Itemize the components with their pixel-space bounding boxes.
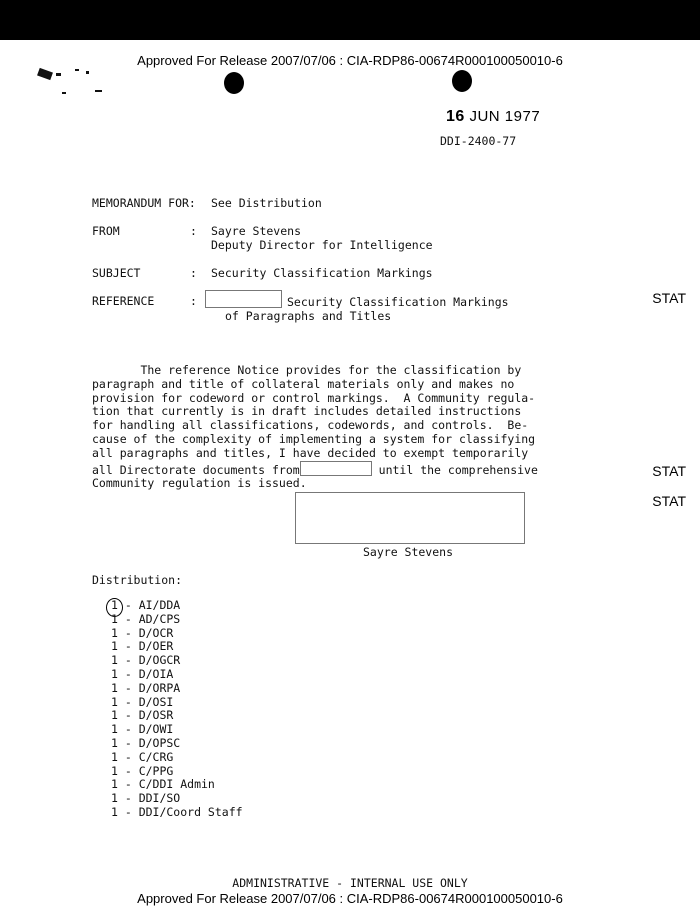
release-stamp-top: Approved For Release 2007/07/06 : CIA-RDP86-00674R000100050010-6 <box>137 53 563 68</box>
scan-speck <box>95 90 102 92</box>
scan-speck <box>62 92 66 94</box>
distribution-item: 1 - D/OER <box>111 639 174 654</box>
distribution-item: 1 - C/DDI Admin <box>111 777 215 792</box>
reference-colon: : <box>190 294 197 308</box>
body-line-8-end: until the comprehensive <box>378 462 538 477</box>
body-line: tion that currently is in draft includes detailed instructions <box>92 404 522 419</box>
subject-value: Security Classification Markings <box>211 266 433 280</box>
signature-name: Sayre Stevens <box>363 545 454 559</box>
redaction-box-inline <box>300 461 372 476</box>
body-line: The reference Notice provides for the classification by <box>92 363 522 377</box>
reference-label: REFERENCE <box>92 294 155 308</box>
reference-line-2: of Paragraphs and Titles <box>225 309 392 323</box>
body-line: for handling all classifications, codewords, and controls. Be- <box>92 418 529 433</box>
stat-mark: STAT <box>652 463 686 479</box>
distribution-list <box>111 599 243 820</box>
memo-date-day: 16 <box>446 108 465 125</box>
body-line: provision for codeword or control markings. A Community regula- <box>92 390 536 405</box>
stat-mark: STAT <box>652 290 686 306</box>
memo-date-month-year: JUN 1977 <box>469 108 541 125</box>
redaction-box-reference <box>205 290 282 308</box>
body-line <box>92 461 562 478</box>
memorandum-for-value: See Distribution <box>211 196 322 210</box>
scan-speck <box>56 73 61 76</box>
from-name: Sayre Stevens <box>211 224 302 238</box>
distribution-item: 1 - D/OGCR <box>111 653 181 668</box>
from-label: FROM <box>92 224 120 238</box>
body-line: all paragraphs and titles, I have decided to exempt temporarily <box>92 445 529 460</box>
reference-line-1: Security Classification Markings <box>287 295 509 309</box>
distribution-item: 1 - C/CRG <box>111 749 174 764</box>
subject-label: SUBJECT <box>92 266 141 280</box>
body-line: paragraph and title of collateral materials only and makes no <box>92 376 515 391</box>
redaction-box-signature <box>295 492 525 544</box>
scan-top-border <box>0 0 700 40</box>
distribution-item: 1 - AI/DDA <box>111 598 181 612</box>
subject-colon: : <box>190 266 197 280</box>
stat-mark: STAT <box>652 493 686 509</box>
distribution-item: 1 - D/OWI <box>111 722 174 737</box>
memo-body-paragraph <box>92 364 562 491</box>
scan-speck <box>75 69 79 71</box>
distribution-item: 1 - DDI/SO <box>111 791 181 806</box>
body-line: Community regulation is issued. <box>92 476 307 491</box>
distribution-item: 1 - D/ORPA <box>111 680 181 695</box>
distribution-item: 1 - DDI/Coord Staff <box>111 804 243 819</box>
distribution-label: Distribution: <box>92 573 183 587</box>
body-line: cause of the complexity of implementing a system for classifying <box>92 431 536 446</box>
body-line-8-start: all Directorate documents from <box>92 462 300 477</box>
from-title: Deputy Director for Intelligence <box>211 238 433 252</box>
distribution-item: 1 - C/PPG <box>111 763 174 778</box>
distribution-item: 1 - D/OSR <box>111 708 174 723</box>
distribution-item: 1 - D/OSI <box>111 694 174 709</box>
distribution-item: 1 - AD/CPS <box>111 611 181 626</box>
scan-speck <box>86 71 89 74</box>
punch-hole-left <box>224 72 244 94</box>
from-colon: : <box>190 224 197 238</box>
document-number: DDI-2400-77 <box>440 134 517 148</box>
administrative-marking: ADMINISTRATIVE - INTERNAL USE ONLY <box>232 876 468 890</box>
memo-date <box>446 108 540 126</box>
distribution-item: 1 - D/OPSC <box>111 735 181 750</box>
punch-hole-right <box>452 70 472 92</box>
release-stamp-bottom: Approved For Release 2007/07/06 : CIA-RDP86-00674R000100050010-6 <box>137 891 563 906</box>
memorandum-for-label: MEMORANDUM FOR: <box>92 196 196 210</box>
distribution-item: 1 - D/OIA <box>111 666 174 681</box>
distribution-item: 1 - D/OCR <box>111 625 174 640</box>
